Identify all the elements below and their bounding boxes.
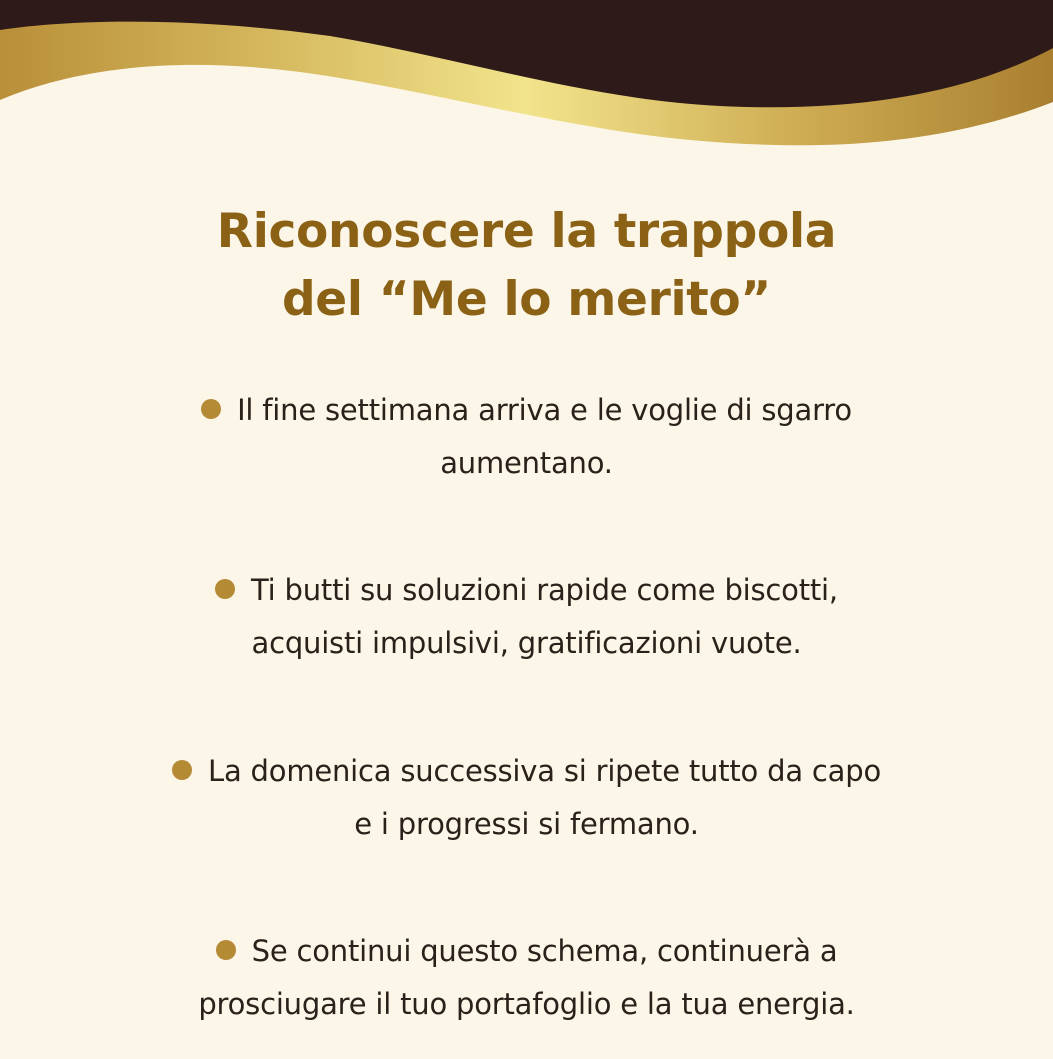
bullet-item <box>60 564 993 670</box>
bullet-text-line-2: prosciugare il tuo portafoglio e la tua energia. <box>198 987 855 1021</box>
bullet-item <box>60 384 993 490</box>
bullet-text-line-1: Il fine settimana arriva e le voglie di sgarro <box>237 393 852 427</box>
decorative-wave-header <box>0 0 1053 170</box>
bullet-text-line-1: Se continui questo schema, continuerà a <box>251 934 838 968</box>
bullet-dot-icon <box>215 579 235 599</box>
bullet-dot-icon <box>216 940 236 960</box>
bullet-line-1 <box>60 745 993 798</box>
bullet-dot-icon <box>172 760 192 780</box>
bullet-text-line-1: Ti butti su soluzioni rapide come biscotti, <box>251 573 838 607</box>
page-title <box>0 198 1053 334</box>
title-line-1: Riconoscere la trappola <box>216 204 837 259</box>
bullet-text-line-2: aumentano. <box>440 446 613 480</box>
bullet-item <box>60 925 993 1031</box>
bullet-line-1 <box>60 925 993 978</box>
bullet-text-line-2: acquisti impulsivi, gratificazioni vuote. <box>251 626 802 660</box>
bullet-dot-icon <box>201 399 221 419</box>
bullet-item <box>60 745 993 851</box>
bullet-line-1 <box>60 564 993 617</box>
bullet-line-1 <box>60 384 993 437</box>
bullet-text-line-2: e i progressi si fermano. <box>354 807 699 841</box>
title-line-2: del “Me lo merito” <box>281 272 772 327</box>
bullet-text-line-1: La domenica successiva si ripete tutto da capo <box>208 754 881 788</box>
